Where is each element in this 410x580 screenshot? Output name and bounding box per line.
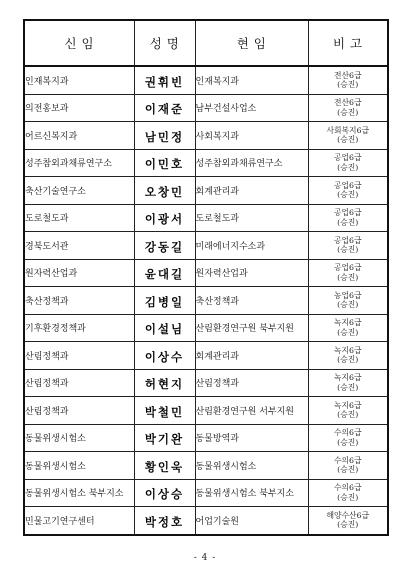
note-grade: 녹지6급 bbox=[333, 400, 362, 410]
note-status: (승진) bbox=[337, 355, 359, 365]
header-note: 비 고 bbox=[308, 20, 388, 66]
person-name: 황인욱 bbox=[144, 459, 185, 474]
current-post-cell: 동물위생시험소 bbox=[195, 452, 308, 480]
note-grade: 농업6급 bbox=[333, 290, 362, 300]
table-row bbox=[24, 314, 388, 342]
note-status: (승진) bbox=[337, 190, 359, 200]
person-name: 강동길 bbox=[144, 239, 185, 254]
name-cell bbox=[134, 259, 195, 287]
name-cell bbox=[134, 397, 195, 425]
name-cell bbox=[134, 66, 195, 94]
current-post-cell: 산림환경연구원 북부지원 bbox=[195, 314, 308, 342]
current-post-cell: 회계관리과 bbox=[195, 177, 308, 205]
current-post-cell: 어업기술원 bbox=[195, 507, 308, 535]
name-cell bbox=[134, 424, 195, 452]
current-post-cell: 회계관리과 bbox=[195, 342, 308, 370]
table-row bbox=[24, 94, 388, 122]
table-row bbox=[24, 342, 388, 370]
note-grade: 녹지6급 bbox=[333, 318, 362, 328]
note-status: (승진) bbox=[337, 245, 359, 255]
name-cell bbox=[134, 204, 195, 232]
note-grade: 전산6급 bbox=[333, 98, 362, 108]
note-cell bbox=[308, 507, 388, 535]
name-cell bbox=[134, 369, 195, 397]
note-status: (승진) bbox=[337, 300, 359, 310]
note-cell bbox=[308, 424, 388, 452]
current-post-cell: 남부건설사업소 bbox=[195, 94, 308, 122]
new-post-cell: 동물위생시험소 북부지소 bbox=[24, 479, 134, 507]
note-grade: 사회복지6급 bbox=[326, 125, 370, 135]
note-status: (승진) bbox=[337, 217, 359, 227]
note-cell bbox=[308, 259, 388, 287]
new-post-cell: 인재복지과 bbox=[24, 66, 134, 94]
new-post-cell: 경북도서관 bbox=[24, 232, 134, 260]
new-post-cell: 산림정책과 bbox=[24, 369, 134, 397]
document-page bbox=[23, 19, 387, 536]
note-cell bbox=[308, 204, 388, 232]
note-cell bbox=[308, 177, 388, 205]
person-name: 이민호 bbox=[144, 157, 185, 172]
table-row bbox=[24, 369, 388, 397]
name-cell bbox=[134, 232, 195, 260]
note-status: (승진) bbox=[337, 162, 359, 172]
new-post-cell: 성주참외과채류연구소 bbox=[24, 149, 134, 177]
current-post-cell: 산림정책과 bbox=[195, 369, 308, 397]
person-name: 이상승 bbox=[144, 487, 185, 502]
person-name: 오창민 bbox=[144, 184, 185, 199]
person-name: 이재준 bbox=[144, 102, 185, 117]
note-cell bbox=[308, 232, 388, 260]
new-post-cell: 산림정책과 bbox=[24, 342, 134, 370]
table-row bbox=[24, 397, 388, 425]
name-cell bbox=[134, 452, 195, 480]
table-row bbox=[24, 452, 388, 480]
note-cell bbox=[308, 66, 388, 94]
header-current-post: 현 임 bbox=[195, 20, 308, 66]
current-post-cell: 동물위생시험소 북부지소 bbox=[195, 479, 308, 507]
note-cell bbox=[308, 452, 388, 480]
note-cell bbox=[308, 149, 388, 177]
name-cell bbox=[134, 287, 195, 315]
new-post-cell: 동물위생시험소 bbox=[24, 452, 134, 480]
new-post-cell: 원자력산업과 bbox=[24, 259, 134, 287]
note-status: (승진) bbox=[337, 492, 359, 502]
table-row bbox=[24, 66, 388, 94]
note-status: (승진) bbox=[337, 80, 359, 90]
note-status: (승진) bbox=[337, 272, 359, 282]
new-post-cell: 동물위생시험소 bbox=[24, 424, 134, 452]
new-post-cell: 산림정책과 bbox=[24, 397, 134, 425]
name-cell bbox=[134, 314, 195, 342]
new-post-cell: 축산정책과 bbox=[24, 287, 134, 315]
note-grade: 수의6급 bbox=[333, 455, 362, 465]
current-post-cell: 도로철도과 bbox=[195, 204, 308, 232]
table-row bbox=[24, 507, 388, 535]
note-cell bbox=[308, 342, 388, 370]
note-grade: 공업6급 bbox=[333, 153, 362, 163]
note-status: (승진) bbox=[337, 410, 359, 420]
person-name: 박철민 bbox=[144, 404, 185, 419]
note-grade: 공업6급 bbox=[333, 208, 362, 218]
person-name: 이상수 bbox=[144, 349, 185, 364]
note-status: (승진) bbox=[337, 437, 359, 447]
table-row bbox=[24, 479, 388, 507]
name-cell bbox=[134, 177, 195, 205]
note-status: (승진) bbox=[337, 520, 359, 530]
name-cell bbox=[134, 507, 195, 535]
person-name: 이광서 bbox=[144, 212, 185, 227]
note-grade: 수의6급 bbox=[333, 428, 362, 438]
note-cell bbox=[308, 94, 388, 122]
table-row bbox=[24, 122, 388, 150]
note-status: (승진) bbox=[337, 327, 359, 337]
new-post-cell: 민물고기연구센터 bbox=[24, 507, 134, 535]
note-cell bbox=[308, 479, 388, 507]
person-name: 남민정 bbox=[144, 129, 185, 144]
person-name: 김병일 bbox=[144, 294, 185, 309]
current-post-cell: 사회복지과 bbox=[195, 122, 308, 150]
note-grade: 전산6급 bbox=[333, 70, 362, 80]
person-name: 윤대길 bbox=[144, 267, 185, 282]
note-cell bbox=[308, 287, 388, 315]
note-cell bbox=[308, 122, 388, 150]
note-cell bbox=[308, 397, 388, 425]
new-post-cell: 축산기술연구소 bbox=[24, 177, 134, 205]
note-cell bbox=[308, 314, 388, 342]
table-row bbox=[24, 232, 388, 260]
note-grade: 공업6급 bbox=[333, 180, 362, 190]
note-status: (승진) bbox=[337, 382, 359, 392]
person-name: 허현지 bbox=[144, 377, 185, 392]
new-post-cell: 도로철도과 bbox=[24, 204, 134, 232]
personnel-table bbox=[23, 19, 389, 536]
note-status: (승진) bbox=[337, 135, 359, 145]
note-grade: 공업6급 bbox=[333, 235, 362, 245]
page-number: - 4 - bbox=[193, 553, 217, 563]
person-name: 박기완 bbox=[144, 432, 185, 447]
new-post-cell: 기후환경정책과 bbox=[24, 314, 134, 342]
current-post-cell: 미래에너지수소과 bbox=[195, 232, 308, 260]
table-row bbox=[24, 177, 388, 205]
name-cell bbox=[134, 479, 195, 507]
table-row bbox=[24, 204, 388, 232]
note-grade: 공업6급 bbox=[333, 263, 362, 273]
name-cell bbox=[134, 149, 195, 177]
table-row bbox=[24, 287, 388, 315]
note-grade: 해양수산6급 bbox=[326, 510, 370, 520]
note-cell bbox=[308, 369, 388, 397]
new-post-cell: 의전홍보과 bbox=[24, 94, 134, 122]
current-post-cell: 인재복지과 bbox=[195, 66, 308, 94]
table-row bbox=[24, 259, 388, 287]
current-post-cell: 축산정책과 bbox=[195, 287, 308, 315]
current-post-cell: 산림환경연구원 서부지원 bbox=[195, 397, 308, 425]
header-new-post: 신 임 bbox=[24, 20, 134, 66]
header-name: 성 명 bbox=[134, 20, 195, 66]
table-row bbox=[24, 424, 388, 452]
person-name: 박정호 bbox=[144, 514, 185, 529]
note-status: (승진) bbox=[337, 107, 359, 117]
table-row bbox=[24, 149, 388, 177]
note-grade: 녹지6급 bbox=[333, 345, 362, 355]
name-cell bbox=[134, 342, 195, 370]
note-grade: 수의6급 bbox=[333, 483, 362, 493]
person-name: 권휘빈 bbox=[144, 74, 185, 89]
new-post-cell: 어르신복지과 bbox=[24, 122, 134, 150]
table-header bbox=[24, 20, 388, 66]
table-body bbox=[24, 66, 388, 535]
person-name: 이설님 bbox=[144, 322, 185, 337]
note-grade: 녹지6급 bbox=[333, 373, 362, 383]
name-cell bbox=[134, 94, 195, 122]
current-post-cell: 성주참외과채류연구소 bbox=[195, 149, 308, 177]
current-post-cell: 동물방역과 bbox=[195, 424, 308, 452]
name-cell bbox=[134, 122, 195, 150]
current-post-cell: 원자력산업과 bbox=[195, 259, 308, 287]
note-status: (승진) bbox=[337, 465, 359, 475]
